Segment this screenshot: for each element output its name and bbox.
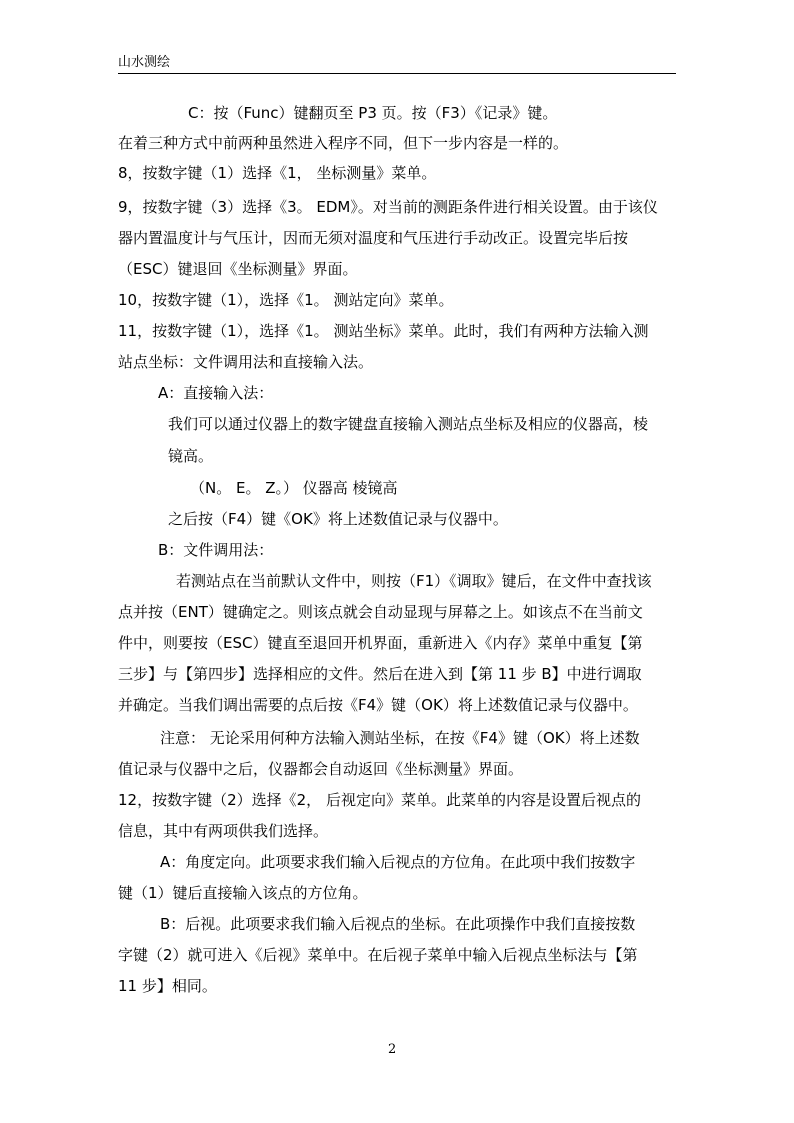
text-line: 若测站点在当前默认文件中，则按（F1）《调取》键后，在文件中查找该 [176,572,652,590]
text-line: 9，按数字键（3）选择《3。 EDM》。对当前的测距条件进行相关设置。由于该仪 [118,198,658,216]
text-line: 我们可以通过仪器上的数字键盘直接输入测站点坐标及相应的仪器高，棱 [168,415,649,433]
text-line: （N。 E。 Z。） 仪器高 棱镜高 [190,479,398,497]
text-line: （ESC）键退回《坐标测量》界面。 [118,260,358,278]
page-number: 2 [388,1042,397,1057]
text-line: C：按（Func）键翻页至 P3 页。按（F3）《记录》键。 [188,104,558,122]
text-line: 信息，其中有两项供我们选择。 [118,822,329,840]
text-line: 三步】与【第四步】选择相应的文件。然后在进入到【第 11 步 B】中进行调取 [118,665,642,683]
text-line: 11，按数字键（1），选择《1。 测站坐标》菜单。此时，我们有两种方法输入测 [118,322,649,340]
text-line: 并确定。当我们调出需要的点后按《F4》键（OK）将上述数值记录与仪器中。 [118,696,638,714]
text-line: 器内置温度计与气压计，因而无须对温度和气压进行手动改正。设置完毕后按 [118,229,629,247]
page-header: 山水测绘 [118,55,171,70]
text-line: 之后按（F4）键《OK》将上述数值记录与仪器中。 [168,510,508,528]
text-line: B：文件调用法： [158,541,274,559]
text-line: 站点坐标：文件调用法和直接输入法。 [118,353,374,371]
text-line: 在着三种方式中前两种虽然进入程序不同，但下一步内容是一样的。 [118,134,569,152]
text-line: 注意： 无论采用何种方法输入测站坐标，在按《F4》键（OK）将上述数 [160,729,640,747]
text-line: B：后视。此项要求我们输入后视点的坐标。在此项操作中我们直接按数 [160,915,636,933]
text-line: 10，按数字键（1），选择《1。 测站定向》菜单。 [118,291,454,309]
text-line: 11 步】相同。 [118,977,217,995]
text-line: A：角度定向。此项要求我们输入后视点的方位角。在此项中我们按数字 [160,853,636,871]
text-line: 镜高。 [168,447,214,465]
header-rule [118,73,676,74]
text-line: 点并按（ENT）键确定之。则该点就会自动显现与屏幕之上。如该点不在当前文 [118,603,643,621]
text-line: 件中，则要按（ESC）键直至退回开机界面，重新进入《内存》菜单中重复【第 [118,634,643,652]
text-line: 12，按数字键（2）选择《2， 后视定向》菜单。此菜单的内容是设置后视点的 [118,791,641,809]
text-line: 键（1）键后直接输入该点的方位角。 [118,884,368,902]
text-line: 8，按数字键（1）选择《1， 坐标测量》菜单。 [118,164,437,182]
text-line: A：直接输入法： [158,384,274,402]
text-line: 字键（2）就可进入《后视》菜单中。在后视子菜单中输入后视点坐标法与【第 [118,946,638,964]
text-line: 值记录与仪器中之后，仪器都会自动返回《坐标测量》界面。 [118,760,524,778]
